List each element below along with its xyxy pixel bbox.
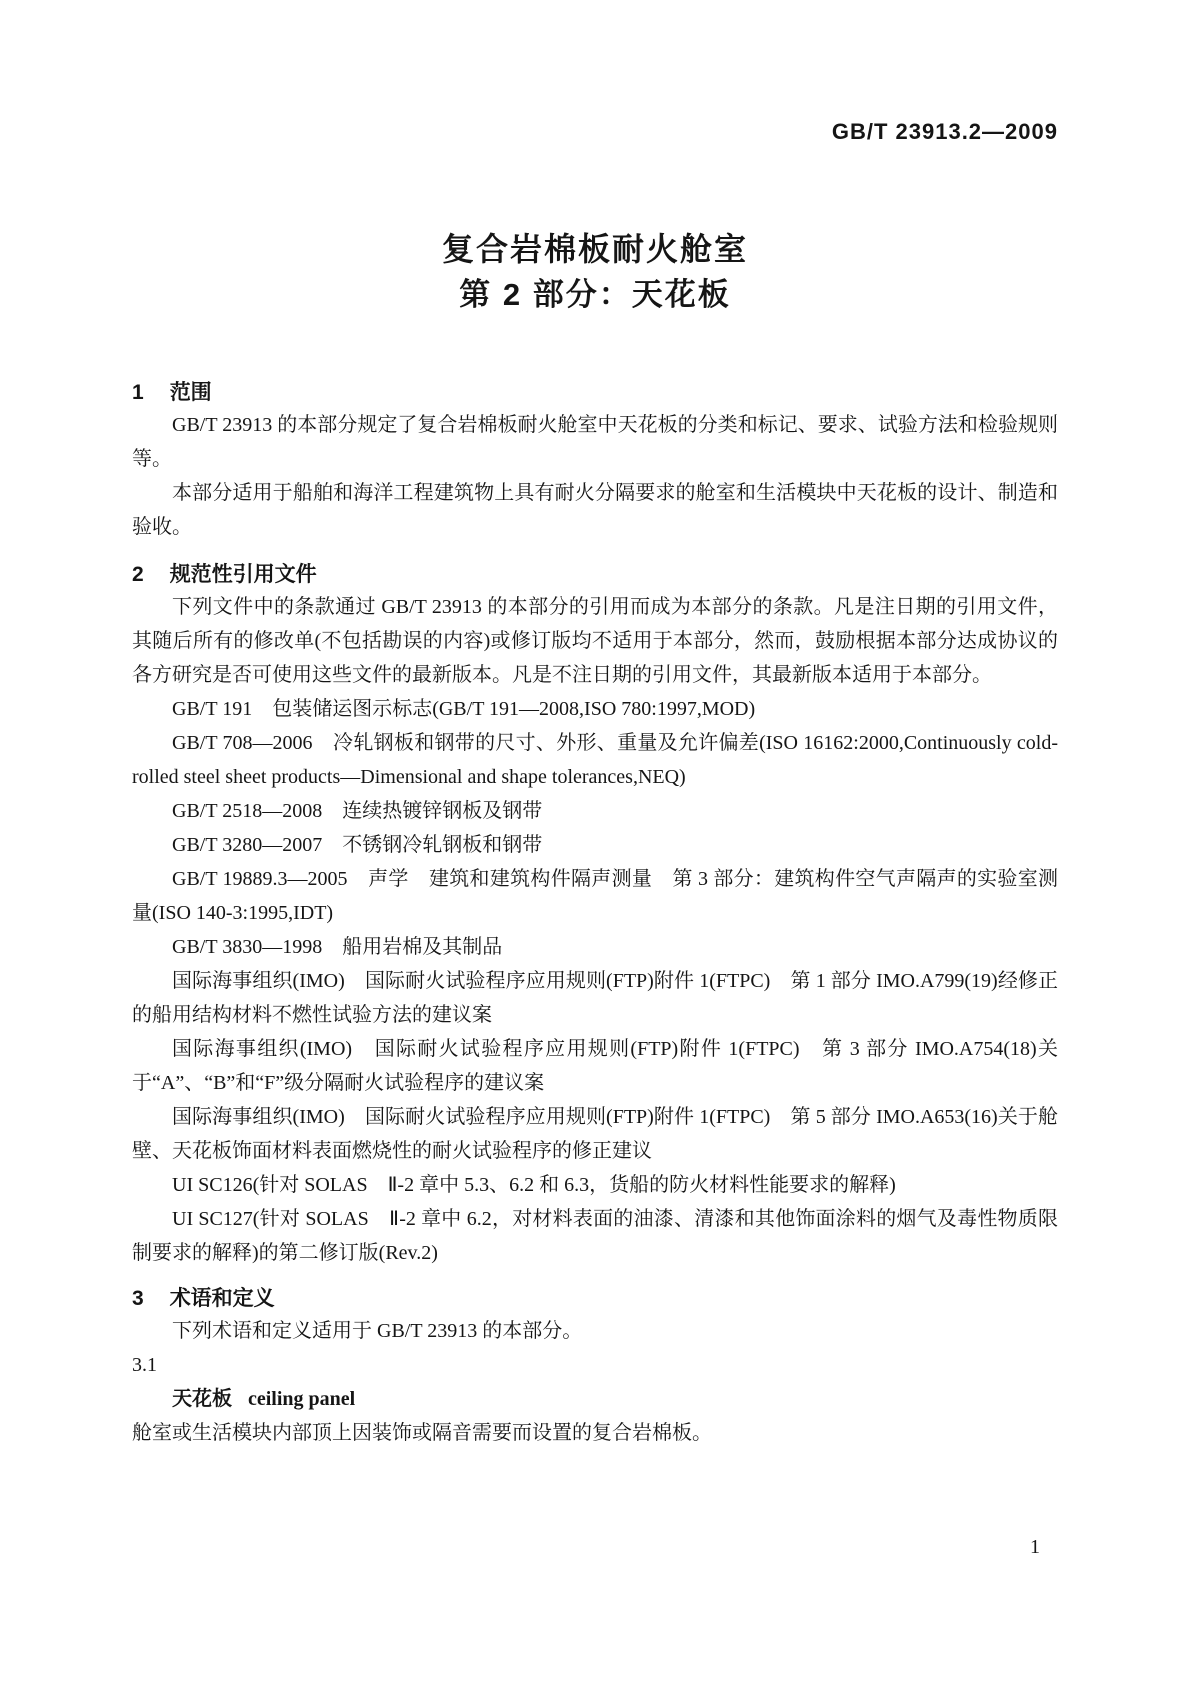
- term-english: ceiling panel: [248, 1388, 356, 1410]
- section-normative-references-number: 2: [132, 563, 144, 586]
- reference-item: UI SC126(针对 SOLAS Ⅱ-2 章中 5.3、6.2 和 6.3，货船的防火材料性能要求的解释): [172, 1174, 896, 1196]
- page-content: [132, 0, 1058, 1450]
- section-terms-number: 3: [132, 1287, 144, 1310]
- reference-item: GB/T 3830—1998 船用岩棉及其制品: [172, 936, 503, 958]
- scope-paragraph: GB/T 23913 的本部分规定了复合岩棉板耐火舱室中天花板的分类和标记、要求、试验方法和检验规则等。: [132, 414, 1058, 470]
- reference-item: 国际海事组织(IMO) 国际耐火试验程序应用规则(FTP)附件 1(FTPC) 第 1 部分 IMO.A799(19)经修正的船用结构材料不燃性试验方法的建议案: [132, 970, 1058, 1026]
- reference-item: GB/T 708—2006 冷轧钢板和钢带的尺寸、外形、重量及允许偏差(ISO 16162:2000,Continuously cold-rolled steel sheet products—Dimensional and shape tolerances,NEQ): [132, 732, 1058, 788]
- terms-intro: 下列术语和定义适用于 GB/T 23913 的本部分。: [172, 1320, 583, 1342]
- normative-references-intro: 下列文件中的条款通过 GB/T 23913 的本部分的引用而成为本部分的条款。凡是注日期的引用文件，其随后所有的修改单(不包括勘误的内容)或修订版均不适用于本部分，然而，鼓励根据本部分达成协议的各方研究是否可使用这些文件的最新版本。凡是不注日期的引用文件，其最新版本适用于本部分。: [132, 596, 1058, 686]
- section-normative-references-label: 规范性引用文件: [169, 563, 317, 586]
- reference-item: GB/T 19889.3—2005 声学 建筑和建筑构件隔声测量 第 3 部分：建筑构件空气声隔声的实验室测量(ISO 140-3:1995,IDT): [132, 868, 1058, 924]
- document-title-line2: 第 2 部分：天花板: [459, 277, 731, 312]
- section-terms-label: 术语和定义: [169, 1287, 275, 1310]
- term-line: [132, 1382, 1058, 1416]
- reference-item: 国际海事组织(IMO) 国际耐火试验程序应用规则(FTP)附件 1(FTPC) 第 5 部分 IMO.A653(16)关于舱壁、天花板饰面材料表面燃烧性的耐火试验程序的修正建议: [132, 1106, 1058, 1162]
- reference-item: GB/T 191 包装储运图示标志(GB/T 191—2008,ISO 780:1997,MOD): [172, 698, 756, 720]
- scope-paragraph: 本部分适用于船舶和海洋工程建筑物上具有耐火分隔要求的舱室和生活模块中天花板的设计、制造和验收。: [132, 482, 1058, 538]
- section-scope-heading: [132, 378, 1058, 408]
- section-normative-references-heading: [132, 560, 1058, 590]
- document-title-line1: 复合岩棉板耐火舱室: [441, 231, 748, 267]
- section-scope-label: 范围: [169, 381, 212, 404]
- reference-item: 国际海事组织(IMO) 国际耐火试验程序应用规则(FTP)附件 1(FTPC) 第 3 部分 IMO.A754(18)关于“A”、“B”和“F”级分隔耐火试验程序的建议案: [132, 1038, 1058, 1094]
- reference-item: UI SC127(针对 SOLAS Ⅱ-2 章中 6.2，对材料表面的油漆、清漆和其他饰面涂料的烟气及毒性物质限制要求的解释)的第二修订版(Rev.2): [132, 1208, 1058, 1264]
- section-scope-number: 1: [132, 381, 144, 404]
- reference-item: GB/T 2518—2008 连续热镀锌钢板及钢带: [172, 800, 543, 822]
- page-number: 1: [1030, 1536, 1040, 1558]
- term-number: 3.1: [132, 1354, 157, 1376]
- reference-item: GB/T 3280—2007 不锈钢冷轧钢板和钢带: [172, 834, 543, 856]
- standard-number: GB/T 23913.2—2009: [831, 119, 1058, 144]
- term-definition: 舱室或生活模块内部顶上因装饰或隔音需要而设置的复合岩棉板。: [132, 1422, 712, 1444]
- term-chinese: 天花板: [172, 1388, 232, 1410]
- section-terms-heading: [132, 1284, 1058, 1314]
